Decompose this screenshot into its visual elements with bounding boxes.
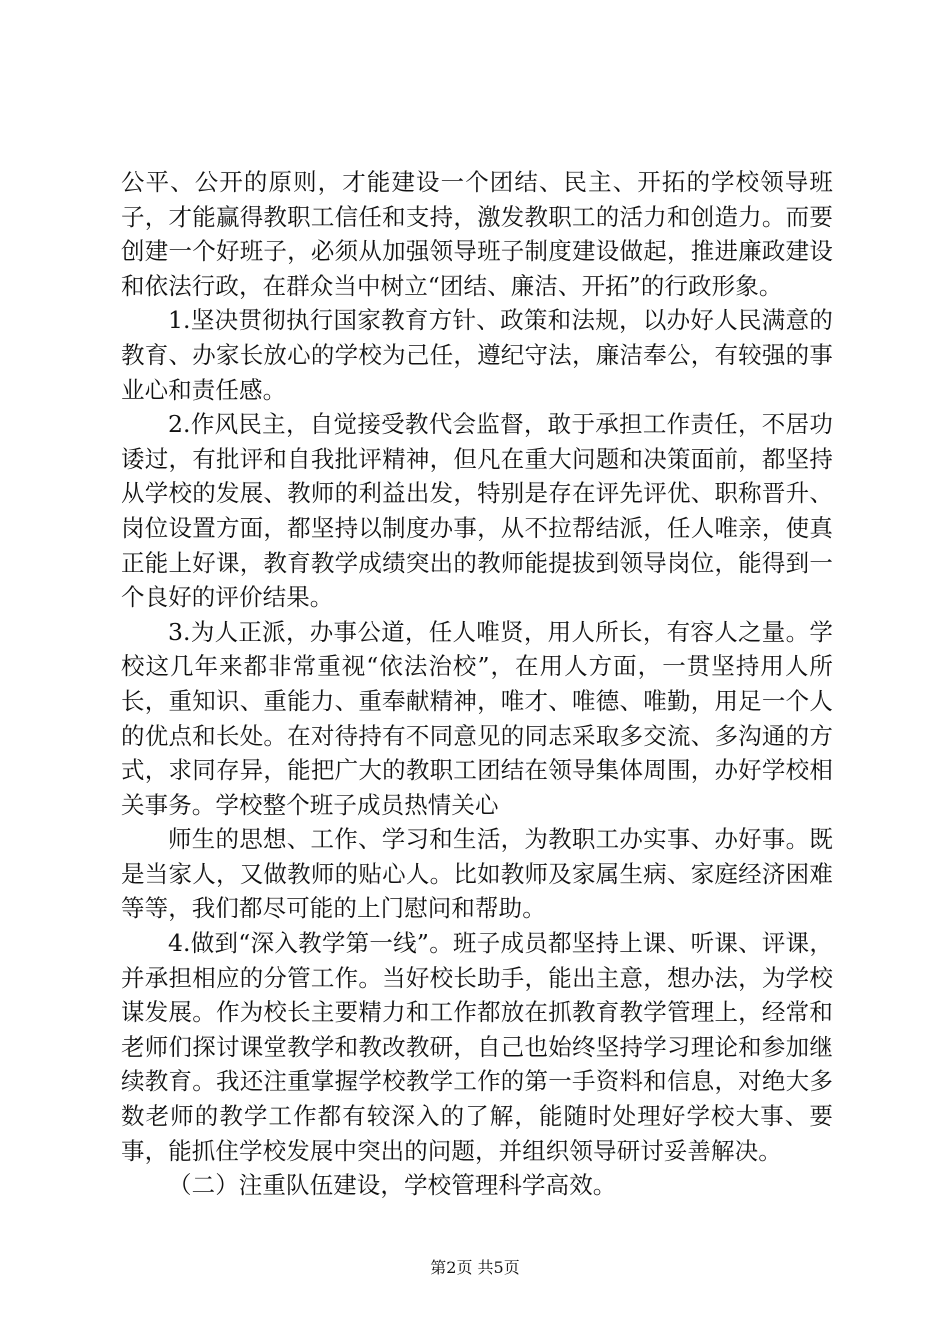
paragraph-continuation: 公平、公开的原则，才能建设一个团结、民主、开拓的学校领导班子，才能赢得教职工信任和支持，激发教职工的活力和创造力。而要创建一个好班子，必须从加强领导班子制度建设做起，推进廉政建设和依法行政，在群众当中树立“团结、廉洁、开拓”的行政形象。 [121,168,833,300]
section-heading: （二）注重队伍建设，学校管理科学高效。 [168,1171,617,1200]
paragraph-item-3-continued: 师生的思想、工作、学习和生活，为教职工办实事、办好事。既是当家人，又做教师的贴心人。比如教师及家属生病、家庭经济困难等等，我们都尽可能的上门慰问和帮助。 [121,825,833,923]
paragraph-item-3: 3.为人正派，办事公道，任人唯贤，用人所长，有容人之量。学校这几年来都非常重视“依法治校”，在用人方面，一贯坚持用人所长，重知识、重能力、重奉献精神，唯才、唯德、唯勤，用足一个人的优点和长处。在对待持有不同意见的同志采取多交流、多沟通的方式，求同存异，能把广大的教职工团结在领导集体周围，办好学校相关事务。学校整个班子成员热情关心 [121,617,833,819]
paragraph-item-4: 4.做到“深入教学第一线”。班子成员都坚持上课、听课、评课，并承担相应的分管工作。当好校长助手，能出主意，想办法，为学校谋发展。作为校长主要精力和工作都放在抓教育教学管理上，经常和老师们探讨课堂教学和教改教研，自己也始终坚持学习理论和参加继续教育。我还注重掌握学校教学工作的第一手资料和信息，对绝大多数老师的教学工作都有较深入的了解，能随时处理好学校大事、要事，能抓住学校发展中突出的问题，并组织领导研讨妥善解决。 [121,929,833,1165]
body-text [121,165,833,1203]
paragraph-item-2: 2.作风民主，自觉接受教代会监督，敢于承担工作责任，不居功诿过，有批评和自我批评精神，但凡在重大问题和决策面前，都坚持从学校的发展、教师的利益出发，特别是存在评先评优、职称晋升、岗位设置方面，都坚持以制度办事，从不拉帮结派，任人唯亲，使真正能上好课，教育教学成绩突出的教师能提拔到领导岗位，能得到一个良好的评价结果。 [121,410,833,612]
paragraph-item-1: 1.坚决贯彻执行国家教育方针、政策和法规，以办好人民满意的教育、办家长放心的学校为己任，遵纪守法，廉洁奉公，有较强的事业心和责任感。 [121,306,833,404]
page-footer: 第2页 共5页 [430,1258,520,1277]
